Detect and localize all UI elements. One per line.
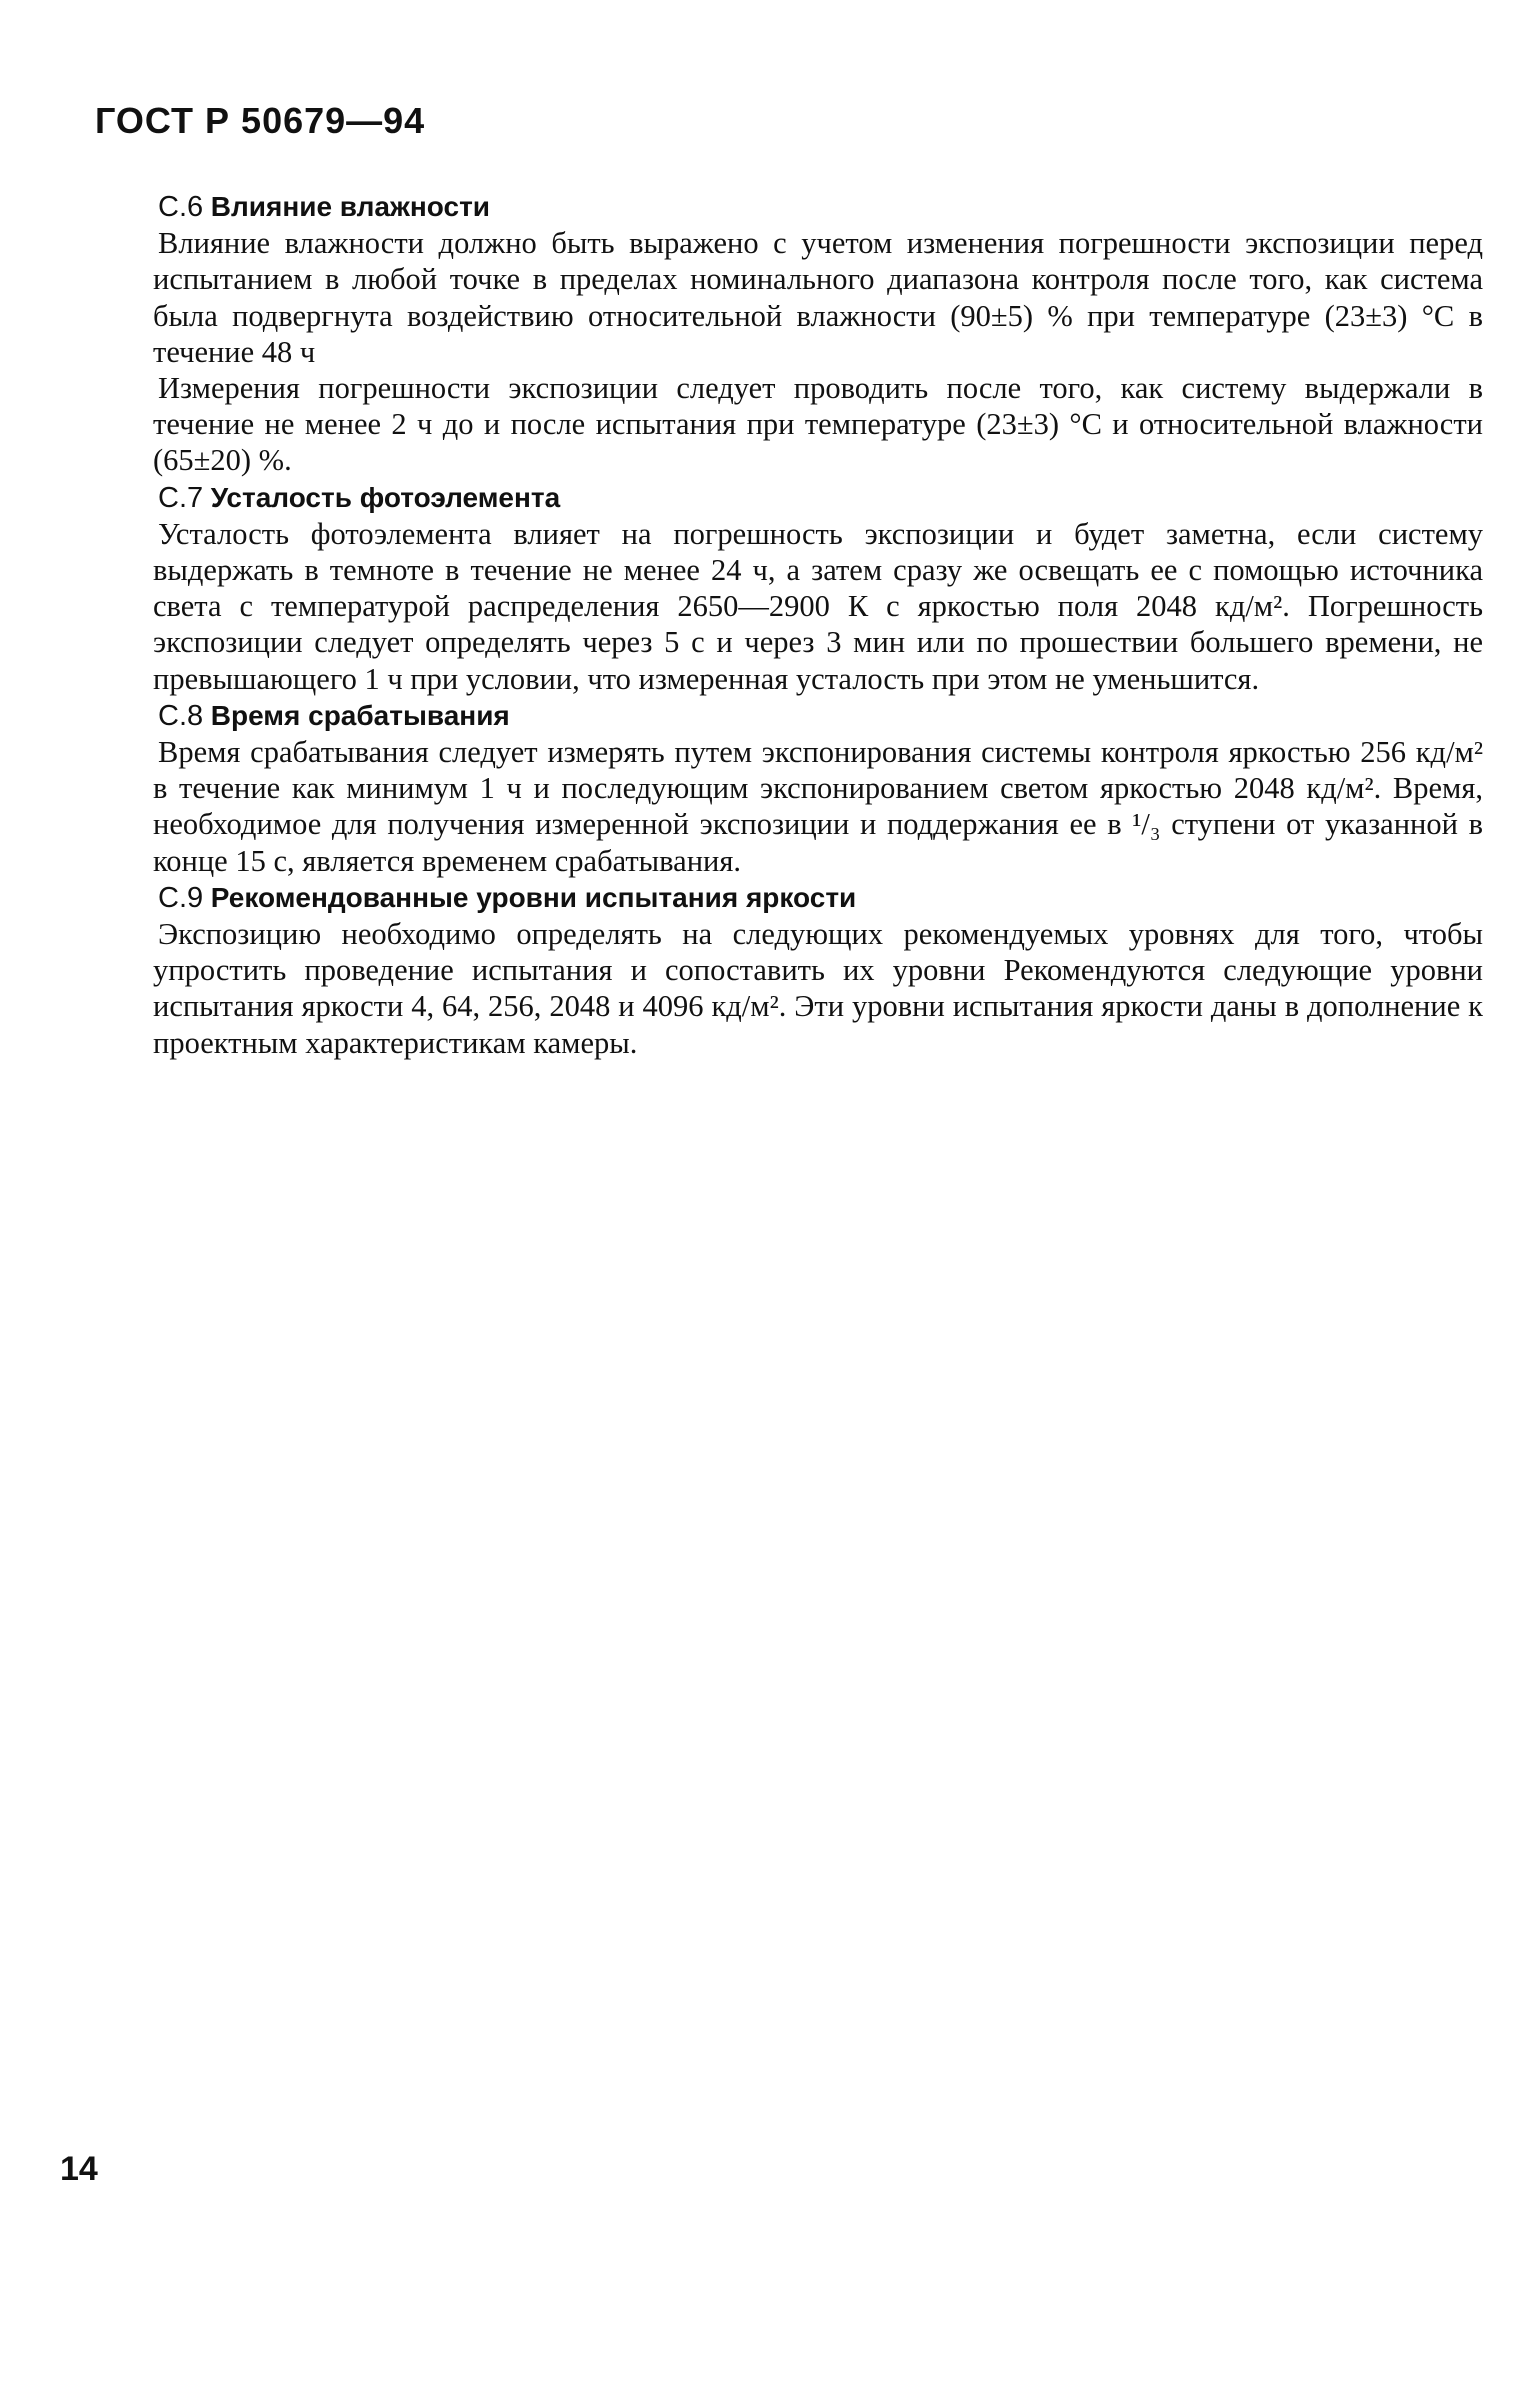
paragraph: Измерения погрешности экспозиции следует проводить после того, как систему выдержали в течение не менее 2 ч до и после испытания при температуре (23±3) °С и относительной влажности (65±20) %. bbox=[153, 371, 1483, 478]
section-title: Влияние влажности bbox=[210, 191, 490, 222]
section-heading bbox=[153, 479, 1483, 516]
section-number: С.6 bbox=[158, 191, 204, 223]
section-number: С.7 bbox=[158, 481, 204, 514]
section-heading bbox=[153, 879, 1483, 916]
section-title: Усталость фотоэлемента bbox=[210, 481, 561, 513]
paragraph: Усталость фотоэлемента влияет на погрешность экспозиции и будет заметна, если систему выдержать в темноте в течение не менее 24 ч, а затем сразу же освещать ее с помощью источника света с температурой распределения 2650—2900 К с яркостью поля 2048 кд/м². Погрешность экспозиции следует определять через 5 с и через 3 мин или по прошествии большего времени, не превышающего 1 ч при условии, что измеренная усталость при этом не уменьшится. bbox=[153, 516, 1483, 696]
section-heading bbox=[153, 697, 1483, 734]
page-number: 14 bbox=[60, 2150, 98, 2188]
paragraph: Экспозицию необходимо определять на следующих рекомендуемых уровнях для того, чтобы упростить проведение испытания и сопоставить их уровни Рекомендуются следующие уровни испытания яркости 4, 64, 256, 2048 и 4096 кд/м². Эти уровни испытания яркости даны в дополнение к проектным характеристикам камеры. bbox=[153, 917, 1483, 1060]
section-title: Рекомендованные уровни испытания яркости bbox=[210, 881, 857, 913]
section-number: С.8 bbox=[158, 699, 204, 732]
document-body bbox=[153, 188, 1483, 1061]
paragraph: Время срабатывания следует измерять путем экспонирования системы контроля яркостью 256 кд/м² в течение как минимум 1 ч и последующим экспонированием светом яркостью 2048 кд/м². Время, необходимое для получения измеренной экспозиции и поддержания ее в ¹/₃ ступени от указанной в конце 15 с, является временем срабатывания. bbox=[153, 735, 1483, 878]
section-heading bbox=[153, 188, 1483, 225]
section-c7 bbox=[153, 479, 1483, 697]
section-title: Время срабатывания bbox=[210, 699, 510, 731]
paragraph: Влияние влажности должно быть выражено с учетом изменения погрешности экспозиции перед испытанием в любой точке в пределах номинального диапазона контроля после того, как система была подвергнута воздействию относительной влажности (90±5) % при температуре (23±3) °С в течение 48 ч bbox=[153, 226, 1483, 369]
section-c8 bbox=[153, 697, 1483, 879]
section-c6 bbox=[153, 188, 1483, 479]
section-c9 bbox=[153, 879, 1483, 1061]
document-header: ГОСТ Р 50679—94 bbox=[95, 100, 426, 141]
section-number: С.9 bbox=[158, 881, 204, 914]
